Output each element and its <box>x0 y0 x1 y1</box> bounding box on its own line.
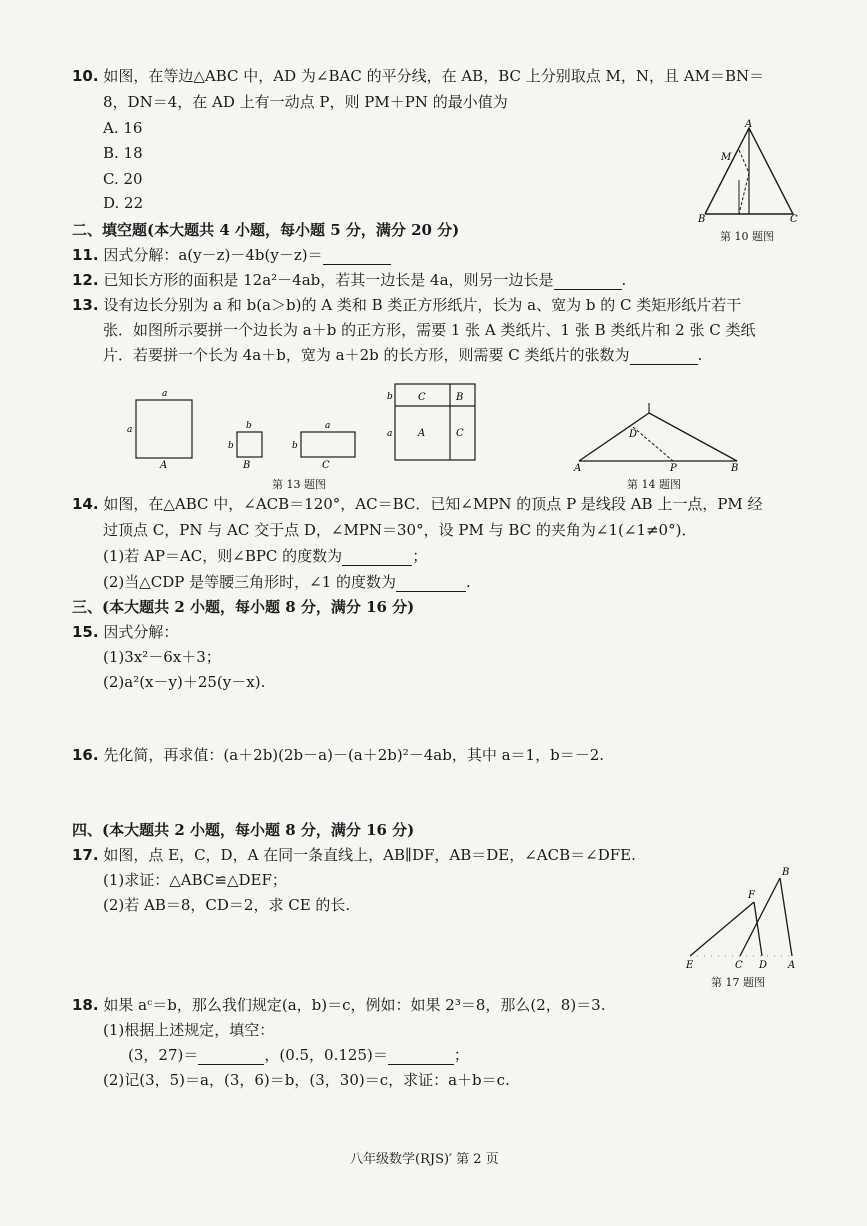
q14-line1 <box>72 494 763 514</box>
q17 <box>72 845 636 865</box>
q15 <box>72 622 178 642</box>
label-A: A <box>160 460 168 470</box>
label-a: A <box>745 119 753 130</box>
q17-sub1: (1)求证：△ABC≌△DEF； <box>103 871 287 889</box>
question-text: 先化简，再求值：(a＋2b)(2b－a)－(a＋2b)²－4ab，其中 a＝1，b＝－2. <box>103 746 605 764</box>
question-text: 设有边长分别为 a 和 b(a＞b)的 A 类和 B 类正方形纸片，长为 a、宽为 b 的 C 类矩形纸片若干 <box>103 296 742 314</box>
q14-sub1 <box>103 546 427 566</box>
q13-figure-caption: 第 13 题图 <box>272 478 326 491</box>
label-D: D <box>759 960 768 971</box>
answer-blank[interactable] <box>396 575 466 592</box>
answer-blank[interactable] <box>554 273 622 290</box>
label-E: E <box>686 960 694 971</box>
question-number: 16. <box>72 746 99 764</box>
q17-figure <box>680 862 810 972</box>
punct: . <box>466 573 471 591</box>
q15-sub1: (1)3x²－6x＋3； <box>103 648 221 666</box>
label-b: B <box>698 214 706 225</box>
label-a-c: a <box>325 421 331 431</box>
q14-figure-caption: 第 14 题图 <box>627 478 681 491</box>
q11 <box>72 245 391 265</box>
q10-option-d: D. 22 <box>103 194 144 212</box>
q10-line2: 8，DN＝4，在 AD 上有一动点 P，则 PM＋PN 的最小值为 <box>103 93 508 111</box>
answer-blank[interactable] <box>198 1048 264 1065</box>
fill-prompt: (3，27)＝ <box>128 1046 199 1064</box>
question-text: 已知长方形的面积是 12a²－4ab，若其一边长是 4a，则另一边长是 <box>103 271 554 289</box>
q10-option-b: B. 18 <box>103 144 143 162</box>
label-C: C <box>735 960 743 971</box>
question-number: 17. <box>72 846 99 864</box>
q17-sub2: (2)若 AB＝8，CD＝2，求 CE 的长. <box>103 896 351 914</box>
q13-line1 <box>72 295 741 315</box>
label-b-left: b <box>228 441 234 451</box>
section-4-title: 四、(本大题共 2 小题，每小题 8 分，满分 16 分) <box>72 821 415 839</box>
q12 <box>72 270 626 290</box>
label-A-main: A <box>418 428 426 439</box>
label-B: B <box>782 867 790 878</box>
question-number: 14. <box>72 495 99 513</box>
label-C-top: C <box>418 392 426 403</box>
q13-figure <box>120 370 490 470</box>
label-A: A <box>574 463 582 474</box>
question-number: 12. <box>72 271 99 289</box>
q18-sub1: (1)根据上述规定，填空： <box>103 1021 275 1039</box>
section-3-title: 三、(本大题共 2 小题，每小题 8 分，满分 16 分) <box>72 598 415 616</box>
period: . <box>621 271 627 289</box>
label-D: D <box>629 429 638 440</box>
answer-blank[interactable] <box>323 248 391 265</box>
label-a-left: a <box>127 425 133 435</box>
q14-figure <box>565 395 755 475</box>
section-2-title: 二、填空题(本大题共 4 小题，每小题 5 分，满分 20 分) <box>72 221 460 239</box>
q10-option-a: A. 16 <box>103 119 143 137</box>
label-b-side: b <box>387 392 393 402</box>
q15-sub2: (2)a²(x－y)＋25(y－x). <box>103 673 266 691</box>
q10-figure-caption: 第 10 题图 <box>720 230 774 243</box>
q18-fill-line <box>128 1045 469 1065</box>
question-text: 如图，在等边△ABC 中，AD 为∠BAC 的平分线，在 AB，BC 上分别取点 M，N，且 AM＝BN＝ <box>103 67 765 85</box>
sub-question: (1)若 AP＝AC，则∠BPC 的度数为 <box>103 547 343 565</box>
label-A: A <box>788 960 796 971</box>
q17-figure-caption: 第 17 题图 <box>711 976 765 989</box>
q10-figure <box>695 118 805 226</box>
question-number: 11. <box>72 246 99 264</box>
question-text: 如图，点 E，C，D，A 在同一条直线上，AB∥DF，AB＝DE，∠ACB＝∠DFE. <box>103 846 636 864</box>
label-B-top: B <box>456 392 464 403</box>
fill-prompt: ，(0.5，0.125)＝ <box>264 1046 388 1064</box>
question-text: 因式分解： <box>103 623 179 641</box>
label-P: P <box>670 463 677 474</box>
label-a-side: a <box>387 429 393 439</box>
question-number: 15. <box>72 623 99 641</box>
question-number: 13. <box>72 296 99 314</box>
punct: ； <box>453 1046 469 1064</box>
q18 <box>72 995 606 1015</box>
question-text: 片．若要拼一个长为 4a＋b，宽为 a＋2b 的长方形，则需要 C 类纸片的张数为 <box>103 346 630 364</box>
label-B: B <box>731 463 739 474</box>
question-number: 18. <box>72 996 99 1014</box>
label-m: M <box>721 152 732 163</box>
answer-blank[interactable] <box>630 348 698 365</box>
label-b-top: b <box>246 421 252 431</box>
q10-line1 <box>72 66 764 86</box>
q14-line2: 过顶点 C，PN 与 AC 交于点 D，∠MPN＝30°，设 PM 与 BC 的夹角为∠1(∠1≠0°)． <box>103 521 697 539</box>
label-a-top: a <box>162 389 168 399</box>
question-number: 10. <box>72 67 99 85</box>
q13-line3 <box>103 345 702 365</box>
q13-line2: 张．如图所示要拼一个边长为 a＋b 的正方形，需要 1 张 A 类纸片、1 张 B 类纸片和 2 张 C 类纸 <box>103 321 756 339</box>
period: . <box>697 346 703 364</box>
q14-sub2 <box>103 572 471 592</box>
question-text: 如图，在△ABC 中，∠ACB＝120°，AC＝BC．已知∠MPN 的顶点 P 是线段 AB 上一点，PM 经 <box>103 495 763 513</box>
question-text: 因式分解：a(y－z)－4b(y－z)＝ <box>103 246 323 264</box>
answer-blank[interactable] <box>388 1048 454 1065</box>
label-c: C <box>790 214 798 225</box>
label-F: F <box>748 890 755 901</box>
sub-question: (2)当△CDP 是等腰三角形时，∠1 的度数为 <box>103 573 397 591</box>
label-b-c: b <box>292 441 298 451</box>
label-C-side: C <box>456 428 464 439</box>
q18-sub2: (2)记(3，5)＝a，(3，6)＝b，(3，30)＝c，求证：a＋b＝c. <box>103 1071 510 1089</box>
q10-option-c: C. 20 <box>103 170 143 188</box>
label-B: B <box>243 460 251 470</box>
label-C: C <box>322 460 330 470</box>
answer-blank[interactable] <box>342 549 412 566</box>
question-text: 如果 aᶜ＝b，那么我们规定(a，b)＝c，例如：如果 2³＝8，那么(2，8)＝3. <box>103 996 606 1014</box>
q16 <box>72 745 604 765</box>
punct: ； <box>412 547 428 565</box>
page-footer: 八年级数学(RJS)′ 第 2 页 <box>350 1152 499 1167</box>
